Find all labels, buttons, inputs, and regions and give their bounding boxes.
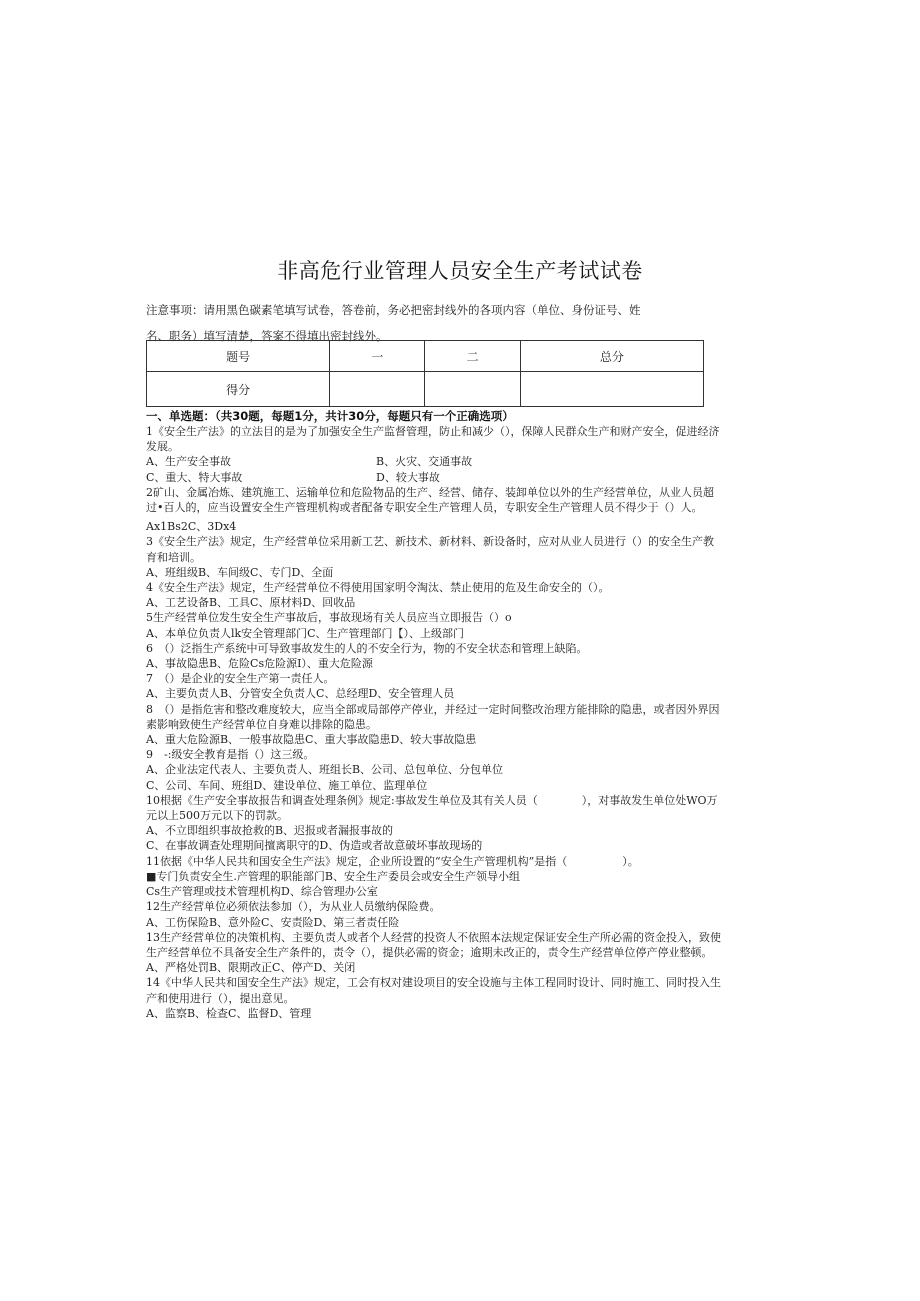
question-14-options: A、监察B、检查C、监督D、管理: [146, 1006, 312, 1020]
question-12-options: A、工伤保险B、意外险C、安责险D、第三者责任险: [146, 915, 400, 929]
question-7: 7 （）是企业的安全生产第一责任人。: [146, 672, 335, 686]
score-table: [146, 340, 704, 407]
question-4: 4《安全生产法》规定，生产经营单位不得使用国家明令淘汰、禁止使用的危及生命安全的（）。: [146, 581, 610, 595]
question-3-options: A、班组级B、车间级C、专门D、全面: [146, 565, 334, 579]
question-5: 5生产经营单位发生安全生产事故后，事故现场有关人员应当立即报告（）o: [146, 611, 512, 625]
question-list: [146, 424, 721, 1021]
question-8: 8 （）是指危害和整改难度较大，应当全部或局部停产停业，并经过一定时间整改治理方能排除的隐患，或者因外界因素影响致使生产经营单位自身难以排除的隐患。: [146, 702, 720, 731]
question-9-options-ab: A、企业法定代表人、主要负责人、班组长B、公司、总包单位、分包单位: [146, 763, 504, 777]
question-10-options-ab: A、不立即组织事故抢救的B、迟报或者漏报事故的: [146, 824, 394, 838]
question-1-options-ab: [146, 454, 721, 469]
score-cell-part-1[interactable]: [330, 372, 425, 407]
question-1: 1《安全生产法》的立法目的是为了加强安全生产监督管理，防止和减少（），保障人民群众生产和财产安全，促进经济发展。: [146, 425, 720, 454]
question-6-options: A、事故隐患B、危险Cs危险源I）、重大危险源: [146, 657, 373, 671]
question-12: 12生产经营单位必须依法参加（），为从业人员缴纳保险费。: [146, 900, 441, 914]
question-5-options: A、本单位负责人lk安全管理部门C、生产管理部门【）、上级部门: [146, 626, 465, 640]
question-14: 14《中华人民共和国安全生产法》规定，工会有权对建设项目的安全设施与主体工程同时设计、同时施工、同时投入生产和使用进行（），提出意见。: [146, 976, 721, 1005]
page-title: 非高危行业管理人员安全生产考试试卷: [277, 259, 643, 283]
score-cell-total[interactable]: [520, 372, 703, 407]
question-9: 9 -:级安全教育是指（）这三级。: [146, 748, 315, 762]
question-11-options-ab: ■专门负责安全生.产管理的职能部门B、安全生产委员会或安全生产领导小组: [146, 869, 520, 883]
question-13: 13生产经营单位的决策机构、主要负责人或者个人经营的投资人不依照本法规定保证安全生产所必需的资金投入，致使生产经营单位不具备安全生产条件的，责令（），提供必需的资金；逾期未改正的，责令生产经营单位停产停业整顿。: [146, 930, 721, 959]
question-11-options-cd: Cs生产管理或技术管理机构D、综合管理办公室: [146, 885, 378, 899]
question-13-options: A、严格处罚B、限期改正C、停产D、关闭: [146, 961, 356, 975]
score-cell-part-2[interactable]: [425, 372, 520, 407]
question-4-options: A、工艺设备B、工具C、原材料D、回收品: [146, 596, 356, 610]
question-11: 11依据《中华人民共和国安全生产法》规定，企业所设置的“安全生产管理机构”是指（ ）。: [146, 854, 639, 868]
section-heading: 一、单选题：（共30题，每题1分，共计30分，每题只有一个正确选项）: [146, 409, 514, 423]
question-8-options: A、重大危险源B、一般事故隐患C、重大事故隐患D、较大事故隐患: [146, 733, 477, 747]
score-header-part-2: 二: [425, 341, 520, 372]
question-3: 3《安全生产法》规定，生产经营单位采用新工艺、新技术、新材料、新设备时，应对从业人员进行（）的安全生产教育和培训。: [146, 535, 714, 564]
option-b: B、火灾、交通事故: [376, 455, 473, 469]
question-10: 10根据《生产安全事故报告和调查处理条例》规定:事故发生单位及其有关人员（ ），对事故发生单位处WO万元以上500万元以下的罚款。: [146, 793, 718, 823]
question-6: 6 （）泛指生产系统中可导致事故发生的人的不安全行为，物的不安全状态和管理上缺陷。: [146, 641, 588, 655]
option-c: C、重大、特大事故: [146, 470, 243, 484]
score-header-part-1: 一: [330, 341, 425, 372]
question-7-options: A、主要负责人B、分管安全负责人C、总经理D、安全管理人员: [146, 687, 455, 701]
score-header-total: 总分: [520, 341, 703, 372]
question-2-options: Ax1Bs2C、3Dx4: [146, 520, 237, 534]
question-10-options-cd: C、在事故调查处理期间擅离职守的D、伪造或者故意破坏事故现场的: [146, 839, 483, 853]
notice-line-1: 注意事项：请用黑色碳素笔填写试卷，答卷前，务必把密封线外的各项内容（单位、身份证号、姓: [146, 303, 641, 317]
question-2: 2矿山、金属冶炼、建筑施工、运输单位和危险物品的生产、经营、储存、装卸单位以外的生产经营单位，从业人员超过•百人的，应当设置安全生产管理机构或者配备专职安全生产管理人员，专职安全生产管理人员不得少于（）人。: [146, 485, 714, 515]
question-1-options-cd: [146, 470, 721, 485]
question-9-options-cd: C、公司、车间、班组D、建设单位、施工单位、监理单位: [146, 778, 428, 792]
score-row-label: 得分: [147, 372, 330, 407]
score-header-row: [147, 341, 704, 372]
option-d: D、较大事故: [376, 470, 440, 484]
score-value-row: [147, 372, 704, 407]
score-header-number: 题号: [147, 341, 330, 372]
option-a: A、生产安全事故: [146, 455, 231, 469]
notice-line-2: 名、职务）填写清楚，答案不得填出密封线外。: [146, 329, 388, 343]
